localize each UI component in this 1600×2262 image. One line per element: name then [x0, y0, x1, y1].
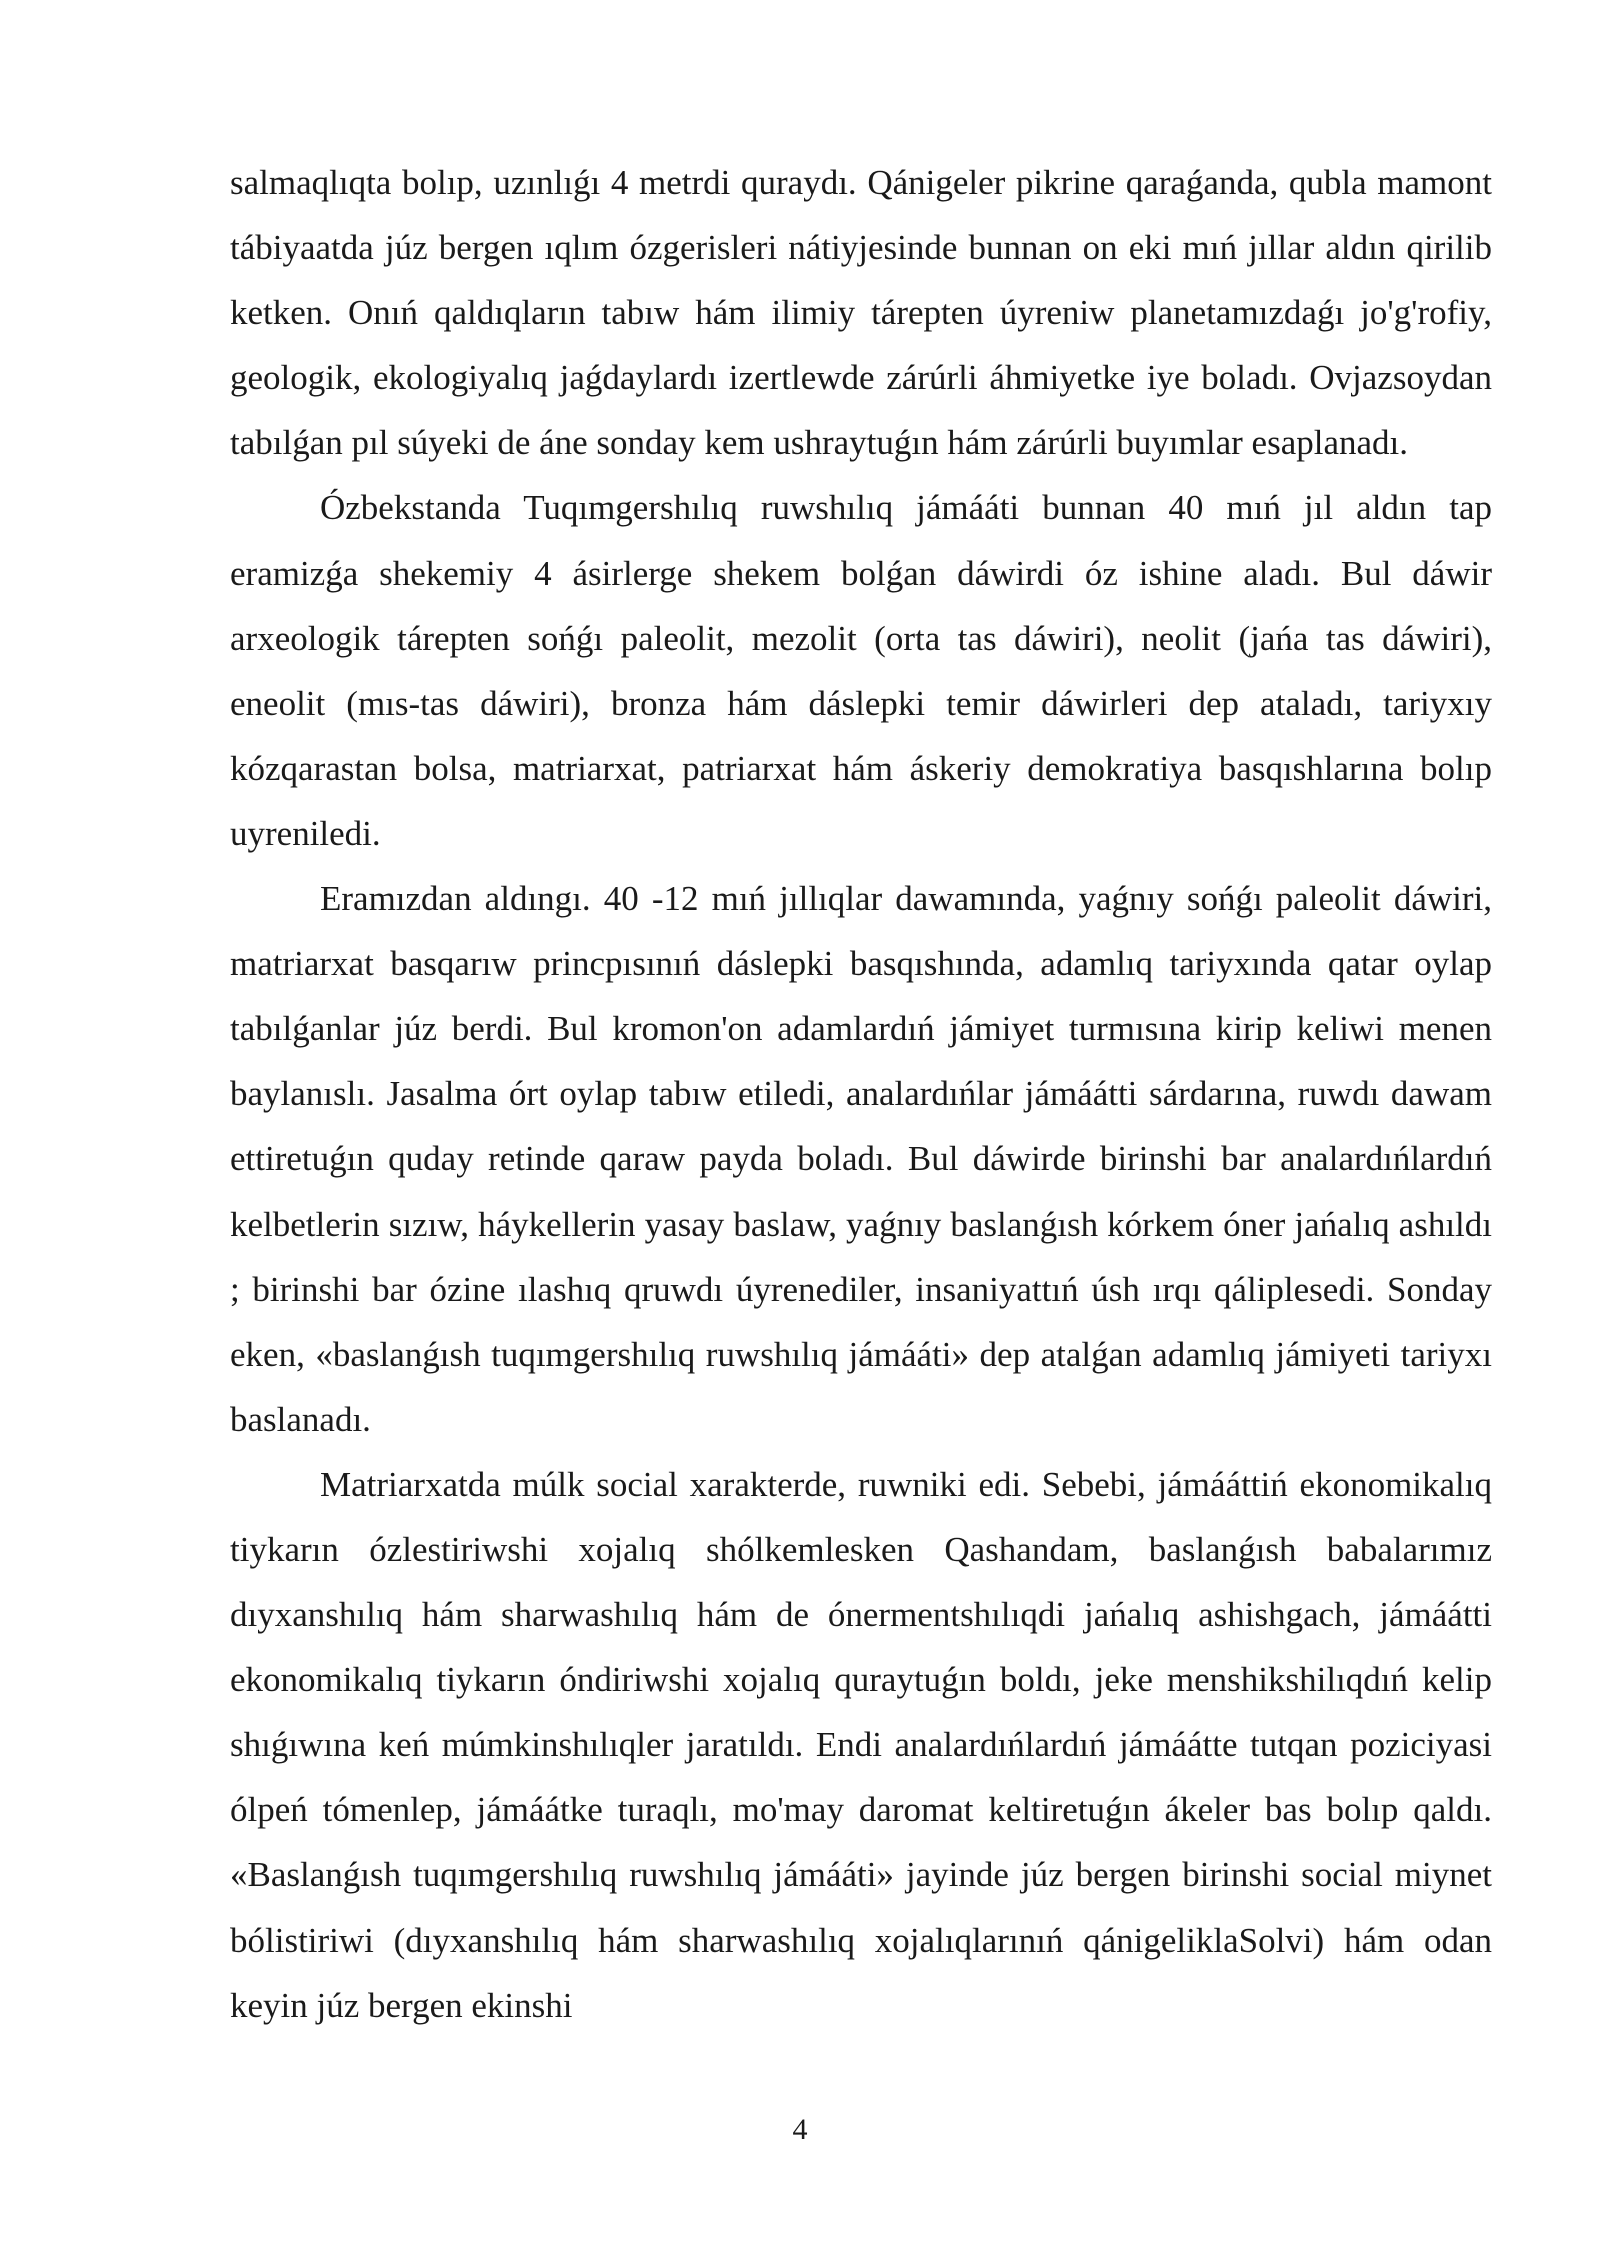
- page-number: 4: [792, 2113, 808, 2146]
- body-text: [230, 150, 1492, 2038]
- paragraph-1: salmaqlıqta bolıp, uzınlıǵı 4 metrdi quraydı. Qánigeler pikrine qaraǵanda, qubla mamont tábiyaatda júz bergen ıqlım ózgerisleri nátiyjesinde bunnan on eki mıń jıllar aldın qirilib ketken. Onıń qaldıqların tabıw hám ilimiy tárepten úyreniw planetamızdaǵı jo'g'rofiy, geologik, ekologiyalıq jaǵdaylardı izertlewde zárúrli áhmiyetke iye boladı. Ovjazsoydan tabılǵan pıl súyeki de áne sonday kem ushraytuǵın hám zárúrli buyımlar esaplanadı.: [230, 163, 1492, 463]
- paragraph-3: Eramızdan aldıngı. 40 -12 mıń jıllıqlar dawamında, yaǵnıy sońǵı paleolit dáwiri, matriarxat basqarıw princpısınıń dáslepki basqıshında, adamlıq tariyxında qatar oylap tabılǵanlar júz berdi. Bul kromon'on adamlardıń jámiyet turmısına kirip keliwi menen baylanıslı. Jasalma órt oylap tabıw etiledi, analardıńlar jámáátti sárdarına, ruwdı dawam ettiretuǵın quday retinde qaraw payda boladı. Bul dáwirde birinshi bar analardıńlardıń kelbetlerin sızıw, háykellerin yasay baslaw, yaǵnıy baslanǵısh kórkem óner jańalıq ashıldı ; birinshi bar ózine ılashıq qruwdı úyrenediler, insaniyattıń úsh ırqı qáliplesedi. Sonday eken, «baslanǵısh tuqımgershılıq ruwshılıq jámááti» dep atalǵan adamlıq jámiyeti tariyxı baslanadı.: [230, 879, 1492, 1439]
- paragraph-2: Ózbekstanda Tuqımgershılıq ruwshılıq jámááti bunnan 40 mıń jıl aldın tap eramizǵa shekemiy 4 ásirlerge shekem bolǵan dáwirdi óz ishine aladı. Bul dáwir arxeologik tárepten sońǵı paleolit, mezolit (orta tas dáwiri), neolit (jańa tas dáwiri), eneolit (mıs-tas dáwiri), bronza hám dáslepki temir dáwirleri dep ataladı, tariyxıy kózqarastan bolsa, matriarxat, patriarxat hám áskeriy demokratiya basqıshlarına bolıp uyreniledi.: [230, 488, 1492, 853]
- paragraph-4: Matriarxatda múlk social xarakterde, ruwniki edi. Sebebi, jámááttiń ekonomikalıq tiykarın ózlestiriwshi xojalıq shólkemlesken Qashandam, baslanǵısh babalarımız dıyxanshılıq hám sharwashılıq hám de ónermentshılıqdi jańalıq ashishgach, jámáátti ekonomikalıq tiykarın óndiriwshi xojalıq quraytuǵın boldı, jeke menshikshilıqdıń kelip shıǵıwına keń múmkinshılıqler jaratıldı. Endi analardıńlardıń jámáátte tutqan poziciyasi ólpeń tómenlep, jámáátke turaqlı, mo'may daromat keltiretuǵın ákeler bas bolıp qaldı. «Baslanǵısh tuqımgershılıq ruwshılıq jámááti» jayinde júz bergen birinshi social miynet bólistiriwi (dıyxanshılıq hám sharwashılıq xojalıqlarınıń qánigeliklaSolvi) hám odan keyin júz bergen ekinshi: [230, 1464, 1492, 2025]
